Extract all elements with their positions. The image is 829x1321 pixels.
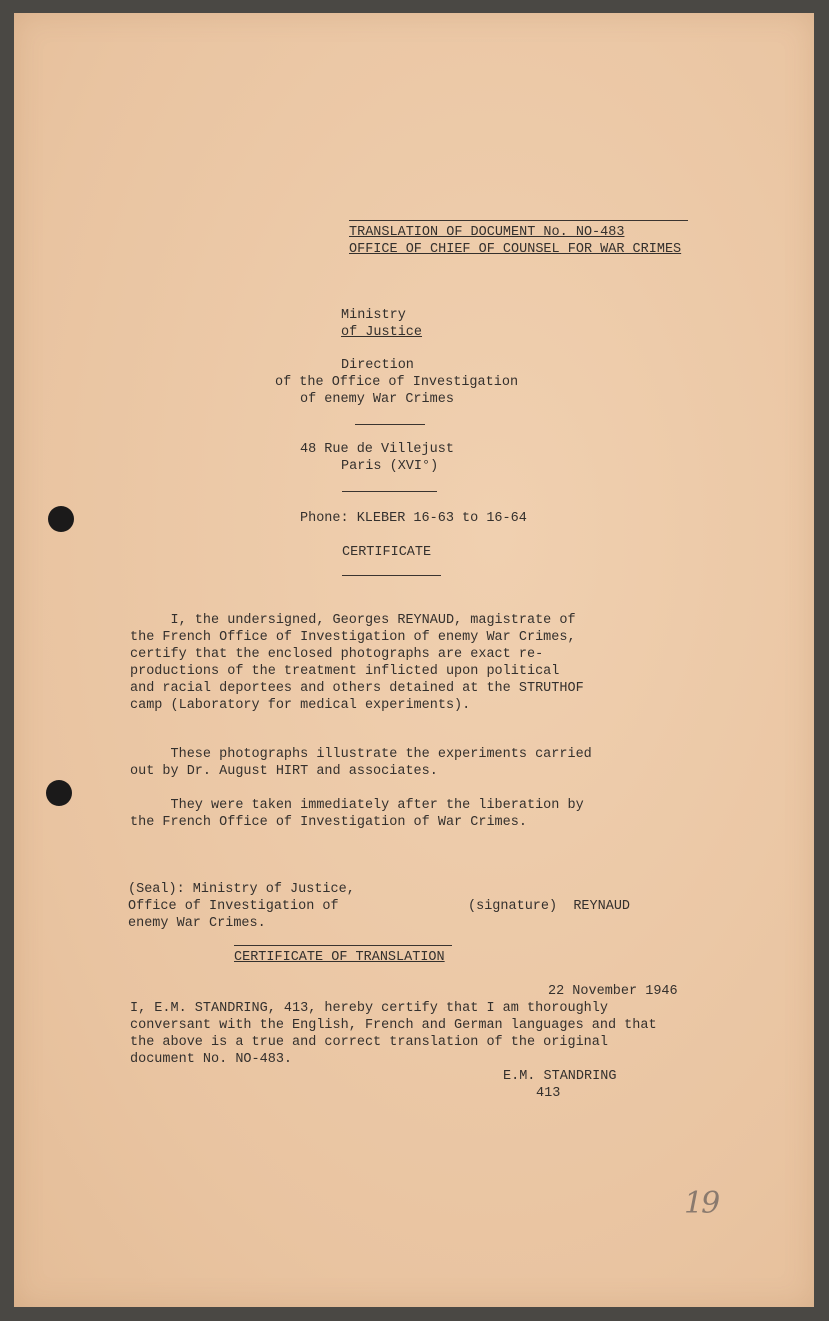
direction-line-2: of the Office of Investigation — [275, 375, 519, 390]
body-p1-line-5: and racial deportees and others detained at the STRUTHOF — [130, 681, 584, 696]
original-signature: (signature) REYNAUD — [468, 899, 631, 914]
phone-line: Phone: KLEBER 16-63 to 16-64 — [300, 511, 527, 526]
punch-hole-upper — [48, 506, 74, 532]
translation-line-2: conversant with the English, French and German languages and that — [130, 1018, 657, 1033]
ministry-line-2: of Justice — [341, 325, 423, 340]
translation-certificate-title: CERTIFICATE OF TRANSLATION — [234, 950, 445, 965]
translation-date: 22 November 1946 — [548, 984, 678, 999]
body-p1-line-2: the French Office of Investigation of enemy War Crimes, — [130, 630, 576, 645]
body-p1-line-4: productions of the treatment inflicted upon political — [130, 664, 560, 679]
folio-number: 19 — [684, 1186, 719, 1221]
seal-line-3: enemy War Crimes. — [128, 916, 266, 931]
certificate-title-rule — [342, 575, 441, 576]
body-p3-line-2: the French Office of Investigation of War Crimes. — [130, 815, 527, 830]
header-line-2: OFFICE OF CHIEF OF COUNSEL FOR WAR CRIMES — [349, 242, 682, 257]
letterhead-divider-1 — [355, 424, 425, 425]
body-p1-line-1: I, the undersigned, Georges REYNAUD, magistrate of — [130, 613, 576, 628]
body-p1-line-3: certify that the enclosed photographs are exact re- — [130, 647, 544, 662]
seal-line-1: (Seal): Ministry of Justice, — [128, 882, 355, 897]
body-p1-line-6: camp (Laboratory for medical experiments). — [130, 698, 471, 713]
direction-line-3: of enemy War Crimes — [300, 392, 454, 407]
body-p2-line-2: out by Dr. August HIRT and associates. — [130, 764, 438, 779]
header-line-1: TRANSLATION OF DOCUMENT No. NO-483 — [349, 225, 625, 240]
translation-certificate-top-rule — [234, 945, 452, 946]
address-line-1: 48 Rue de Villejust — [300, 442, 454, 457]
address-line-2: Paris (XVI°) — [341, 459, 439, 474]
seal-line-2: Office of Investigation of — [128, 899, 339, 914]
translation-line-3: the above is a true and correct translation of the original — [130, 1035, 608, 1050]
body-p3-line-1: They were taken immediately after the liberation by — [130, 798, 584, 813]
punch-hole-lower — [46, 780, 72, 806]
direction-line-1: Direction — [341, 358, 414, 373]
certificate-title: CERTIFICATE — [342, 545, 432, 560]
body-p2-line-1: These photographs illustrate the experiments carried — [130, 747, 592, 762]
header-top-rule — [349, 220, 688, 221]
translation-line-1: I, E.M. STANDRING, 413, hereby certify that I am thoroughly — [130, 1001, 608, 1016]
letterhead-divider-2 — [342, 491, 437, 492]
translator-name: E.M. STANDRING — [503, 1069, 617, 1084]
translation-line-4: document No. NO-483. — [130, 1052, 293, 1067]
translator-number: 413 — [536, 1086, 561, 1101]
ministry-line-1: Ministry — [341, 308, 406, 323]
